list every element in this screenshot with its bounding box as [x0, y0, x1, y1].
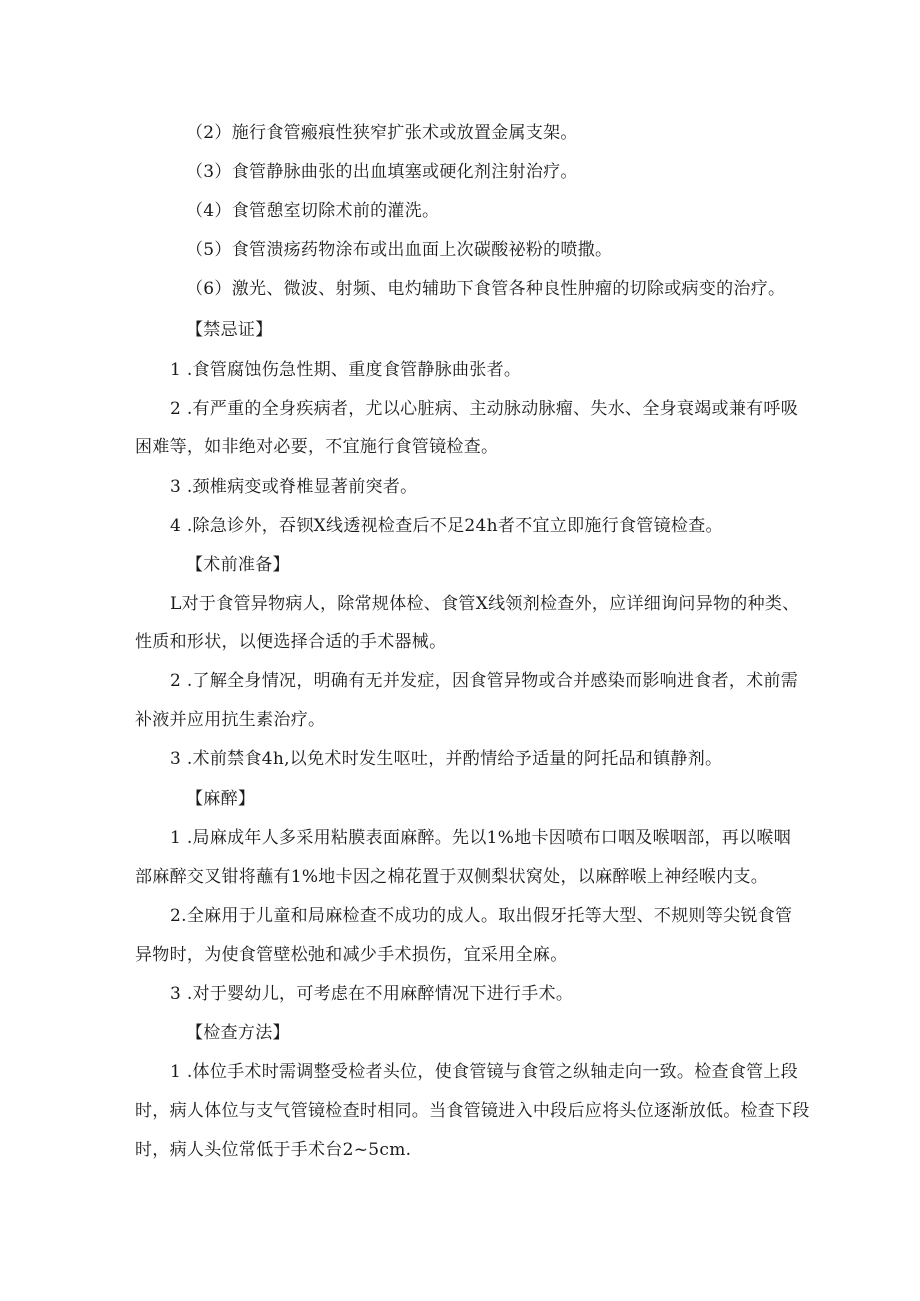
contraindication-item: 1 .食管腐蚀伤急性期、重度食管静脉曲张者。	[170, 360, 522, 380]
indication-item-3: （3）食管静脉曲张的出血填塞或硬化剂注射治疗。	[186, 162, 578, 182]
anesthesia-item-cont: 部麻醉交叉钳将蘸有1%地卡因之棉花置于双侧梨状窝处，以麻醉喉上神经喉内支。	[135, 867, 769, 887]
anesthesia-item: 3 .对于婴幼儿，可考虑在不用麻醉情况下进行手术。	[170, 984, 574, 1004]
contraindications-heading: 【禁忌证】	[186, 320, 273, 340]
preparation-item-cont: 性质和形状，以便选择合适的手术器械。	[135, 632, 447, 652]
anesthesia-heading: 【麻醉】	[186, 789, 256, 809]
method-item-cont: 时，病人头位常低于手术台2~5cm.	[135, 1140, 412, 1160]
preparation-item: L对于食管异物病人，除常规体检、食管X线领剂检查外，应详细询问异物的种类、	[170, 594, 800, 614]
contraindication-item: 4 .除急诊外，吞钡X线透视检查后不足24h者不宜立即施行食管镜检查。	[170, 516, 723, 536]
method-item: 1 .体位手术时需调整受检者头位，使食管镜与食管之纵轴走向一致。检查食管上段	[170, 1062, 799, 1082]
indication-item-6: （6）激光、微波、射频、电灼辅助下食管各种良性肿瘤的切除或病变的治疗。	[186, 279, 786, 299]
preparation-heading: 【术前准备】	[186, 555, 290, 575]
preparation-item: 2 .了解全身情况，明确有无并发症，因食管异物或合并感染而影响进食者，术前需	[170, 671, 799, 691]
contraindication-item-cont: 困难等，如非绝对必要，不宜施行食管镜检查。	[135, 437, 499, 457]
anesthesia-item: 2.全麻用于儿童和局麻检查不成功的成人。取出假牙托等大型、不规则等尖锐食管	[170, 906, 793, 926]
method-item-cont: 时，病人体位与支气管镜检查时相同。当食管镜进入中段后应将头位逐渐放低。检查下段	[135, 1101, 810, 1121]
anesthesia-item: 1 .局麻成年人多采用粘膜表面麻醉。先以1%地卡因喷布口咽及喉咽部，再以喉咽	[170, 828, 791, 848]
method-heading: 【检查方法】	[186, 1023, 290, 1043]
preparation-item: 3 .术前禁食4h,以免术时发生呕吐，并酌情给予适量的阿托品和镇静剂。	[170, 749, 723, 769]
contraindication-item: 2 .有严重的全身疾病者，尤以心脏病、主动脉动脉瘤、失水、全身衰竭或兼有呼吸	[170, 399, 799, 419]
indication-item-5: （5）食管溃疡药物涂布或出血面上次碳酸祕粉的喷撒。	[186, 240, 613, 260]
indication-item-4: （4）食管憩室切除术前的灌洗。	[186, 201, 440, 221]
preparation-item-cont: 补液并应用抗生素治疗。	[135, 710, 326, 730]
anesthesia-item-cont: 异物时，为使食管壁松弛和减少手术损伤，宜采用全麻。	[135, 945, 568, 965]
contraindication-item: 3 .颈椎病变或脊椎显著前突者。	[170, 477, 418, 497]
indication-item-2: （2）施行食管瘢痕性狭窄扩张术或放置金属支架。	[186, 123, 578, 143]
